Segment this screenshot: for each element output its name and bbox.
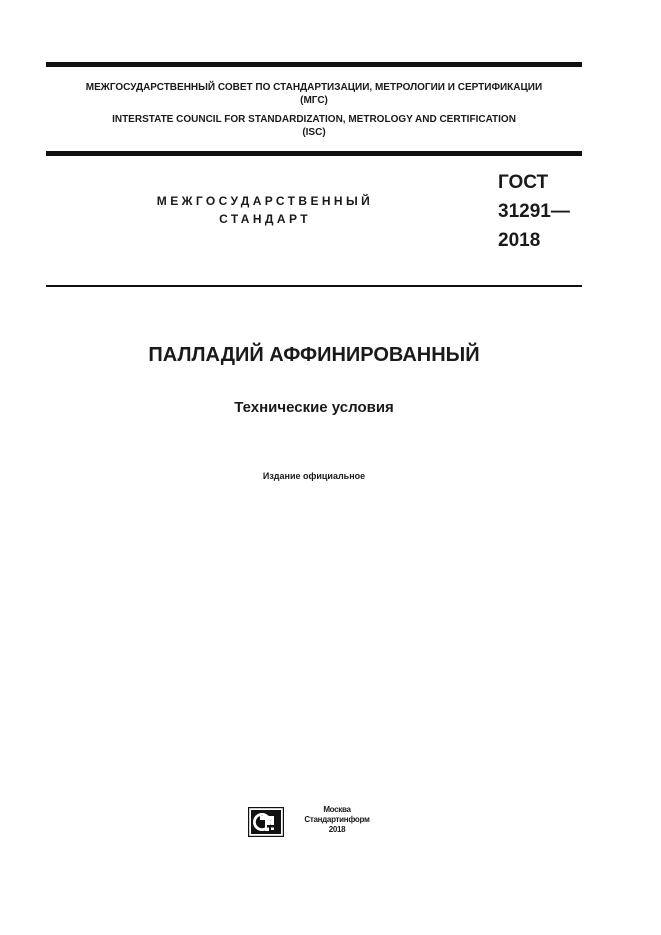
publisher-name: Стандартинформ (304, 815, 370, 824)
council-name-en-line: INTERSTATE COUNCIL FOR STANDARDIZATION, METROLOGY AND CERTIFICATION (112, 114, 516, 125)
publisher-imprint (292, 805, 382, 835)
bottom-divider (46, 285, 582, 287)
council-abbr-en: (ISC) (302, 127, 326, 138)
standard-type-line-1: МЕЖГОСУДАРСТВЕННЫЙ (156, 194, 374, 208)
council-abbr-ru: (МГС) (300, 95, 328, 106)
document-title: ПАЛЛАДИЙ АФФИНИРОВАННЫЙ (148, 344, 480, 366)
council-name-ru-line: МЕЖГОСУДАРСТВЕННЫЙ СОВЕТ ПО СТАНДАРТИЗАЦИИ, МЕТРОЛОГИИ И СЕРТИФИКАЦИИ (85, 82, 543, 93)
council-name-en (46, 113, 582, 139)
gost-number: 31291— (498, 201, 570, 222)
standard-type-line-2: СТАНДАРТ (219, 212, 311, 226)
publisher-year: 2018 (328, 825, 346, 834)
top-divider (46, 62, 582, 67)
gost-year: 2018 (498, 230, 541, 251)
gost-prefix: ГОСТ (498, 172, 549, 193)
standartinform-logo-icon (248, 807, 284, 837)
document-subtitle: Технические условия (234, 399, 394, 416)
edition-note: Издание официальное (262, 471, 366, 481)
middle-divider (46, 151, 582, 156)
council-name-ru (46, 81, 582, 107)
publisher-city: Москва (323, 805, 351, 814)
gost-designation (498, 168, 570, 255)
